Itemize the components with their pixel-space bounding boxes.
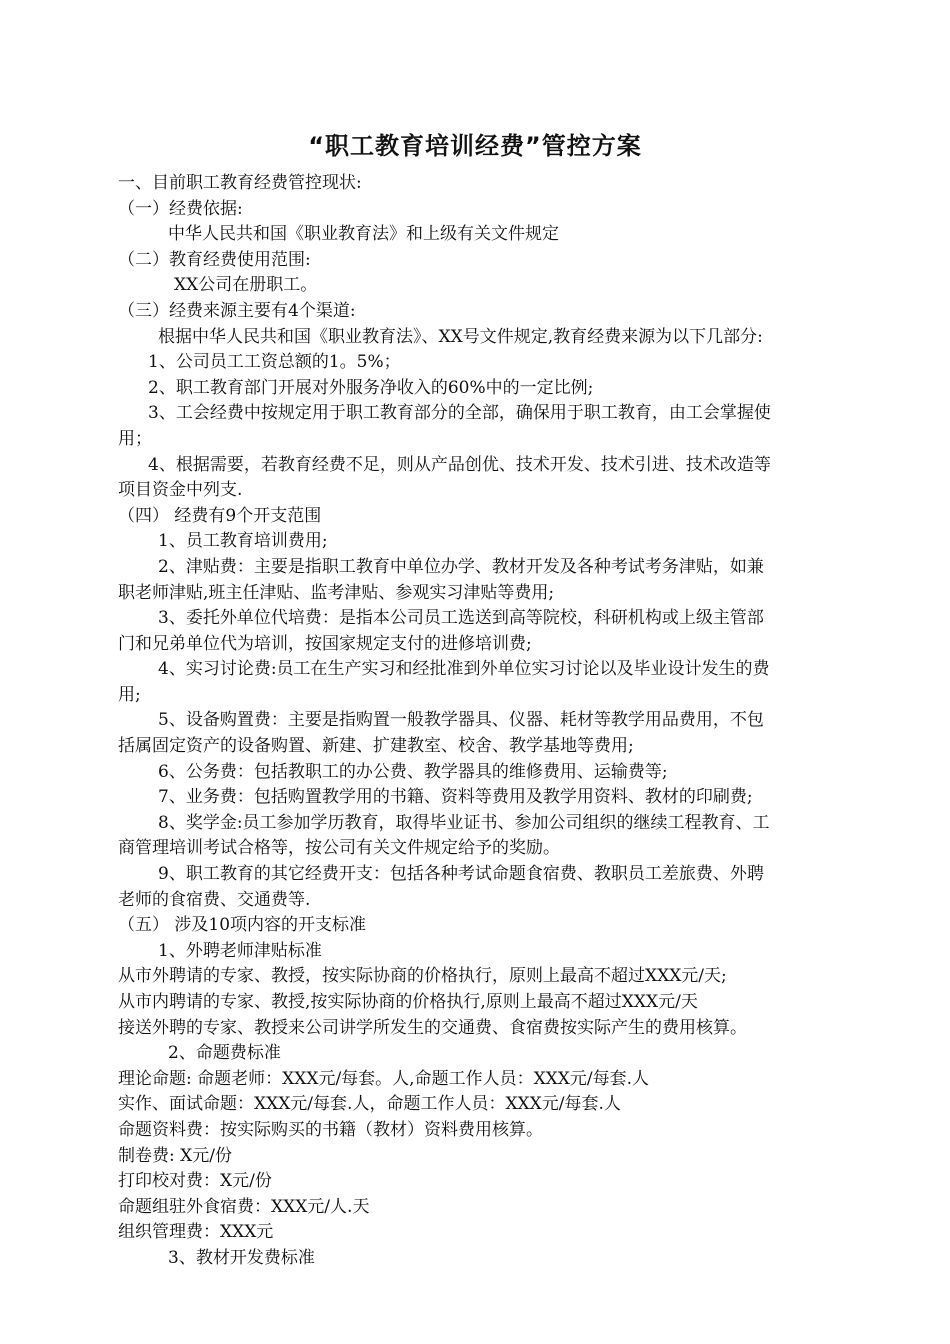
subsection-heading: （三）经费来源主要有4个渠道: [118,300,356,321]
list-item: 7、业务费：包括购置教学用的书籍、资料等费用及教学用资料、教材的印刷费; [158,787,753,808]
subsection-heading: （五） 涉及10项内容的开支标准 [118,915,367,936]
paragraph-line: XX公司在册职工。 [174,275,318,296]
paragraph-line: 从市内聘请的专家、教授,按实际协商的价格执行,原则上最高不超过XXX元/天 [118,992,698,1012]
document-body [118,171,854,1272]
paragraph-line: 制卷费: X元/份 [118,1145,232,1166]
list-item-continuation: 括属固定资产的设备购置、新建、扩建教室、校舍、教学基地等费用; [118,736,634,757]
paragraph-line: 命题资料费：按实际购买的书籍（教材）资料费用核算。 [118,1119,543,1140]
list-item-continuation: 项目资金中列支. [118,480,243,501]
list-item: 8、奖学金:员工参加学历教育，取得毕业证书、参加公司组织的继续工程教育、工 [158,812,770,833]
list-item: 3、委托外单位代培费：是指本公司员工选送到高等院校，科研机构或上级主管部 [158,608,764,629]
subsection-heading: （二）教育经费使用范围: [118,249,311,270]
list-item: 4、根据需要，若教育经费不足，则从产品创优、技术开发、技术引进、技术改造等 [148,454,771,475]
list-item-continuation: 商管理培训考试合格等，按公司有关文件规定给予的奖励。 [118,838,560,859]
paragraph-line: 命题组驻外食宿费：XXX元/人.天 [118,1196,370,1217]
subsection-heading: （四） 经费有9个开支范围 [118,505,322,526]
list-item: 3、教材开发费标准 [168,1247,315,1268]
paragraph-line: 打印校对费：X元/份 [118,1171,272,1192]
list-item: 6、公务费：包括教职工的办公费、教学器具的维修费用、运输费等; [158,761,668,782]
list-item-continuation: 用; [118,684,141,705]
list-item: 1、公司员工工资总额的1。5%； [148,352,401,373]
list-item: 1、外聘老师津贴标准 [158,940,322,961]
paragraph-line: 中华人民共和国《职业教育法》和上级有关文件规定 [168,224,559,245]
section-heading: 一、目前职工教育经费管控现状: [118,173,362,193]
list-item: 3、工会经费中按规定用于职工教育部分的全部，确保用于职工教育，由工会掌握使 [148,403,771,424]
list-item-continuation: 用； [118,428,152,449]
paragraph-line: 组织管理费：XXX元 [118,1222,274,1243]
list-item-continuation: 老师的食宿费、交通费等. [118,889,311,910]
list-item: 4、实习讨论费:员工在生产实习和经批准到外单位实习讨论以及毕业设计发生的费 [158,659,770,680]
paragraph-line: 接送外聘的专家、教授来公司讲学所发生的交通费、食宿费按实际产生的费用核算。 [118,1017,747,1038]
list-item: 9、职工教育的其它经费开支：包括各种考试命题食宿费、教职员工差旅费、外聘 [158,864,764,885]
paragraph-line: 实作、面试命题：XXX元/每套.人，命题工作人员：XXX元/每套.人 [118,1094,621,1115]
list-item: 5、设备购置费：主要是指购置一般教学器具、仪器、耗材等教学用品费用，不包 [158,710,764,731]
list-item: 1、员工教育培训费用; [158,531,328,552]
list-item: 2、命题费标准 [168,1043,281,1064]
list-item: 2、津贴费：主要是指职工教育中单位办学、教材开发及各种考试考务津贴，如兼 [158,556,764,577]
paragraph-line: 从市外聘请的专家、教授，按实际协商的价格执行，原则上最高不超过XXX元/天; [118,966,727,987]
list-item-continuation: 门和兄弟单位代为培训，按国家规定支付的进修培训费; [118,633,532,654]
subsection-heading: （一）经费依据: [118,198,243,219]
document-title: “职工教育培训经费”管控方案 [308,132,642,160]
paragraph-line: 理论命题: 命题老师：XXX元/每套。人,命题工作人员：XXX元/每套.人 [118,1068,650,1089]
paragraph-line: 根据中华人民共和国《职业教育法》、XX号文件规定,教育经费来源为以下几部分: [158,326,763,347]
list-item-continuation: 职老师津贴,班主任津贴、监考津贴、参观实习津贴等费用; [118,582,555,603]
list-item: 2、职工教育部门开展对外服务净收入的60%中的一定比例; [148,377,594,398]
